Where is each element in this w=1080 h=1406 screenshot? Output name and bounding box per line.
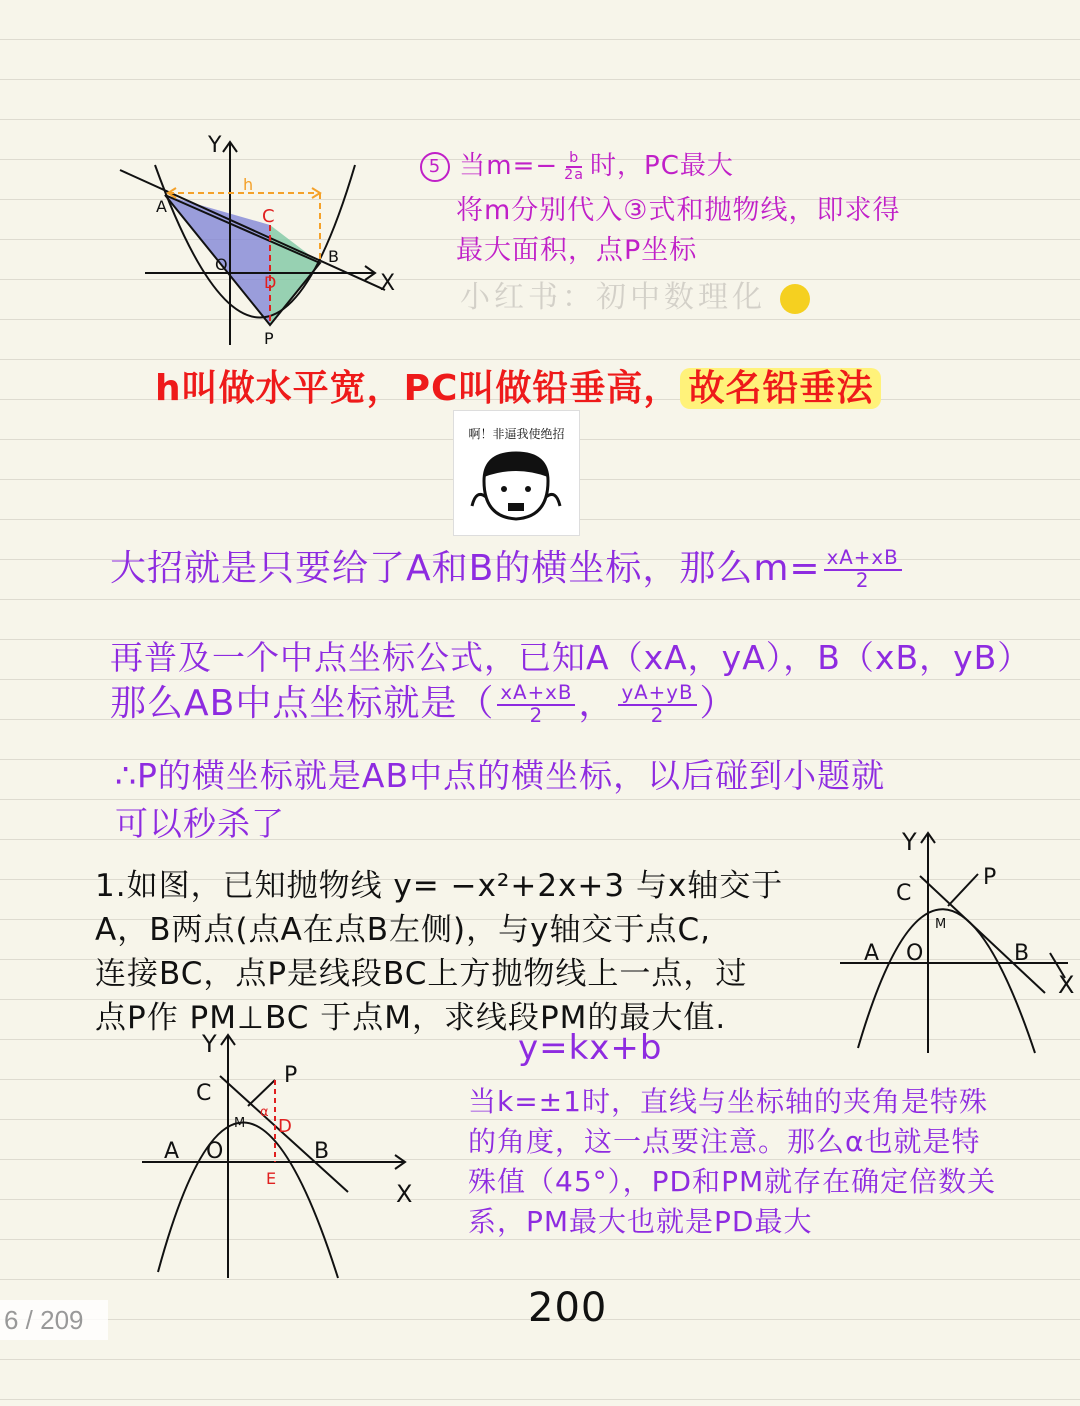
headline-highlight: 故名铅垂法 (680, 368, 881, 409)
fig1-label-b: B (328, 247, 339, 266)
fig1-label-h: h (243, 175, 254, 194)
fig3-label-m: M (234, 1116, 246, 1131)
fig2-label-y: Y (902, 828, 917, 856)
fig1-label-d: D (264, 273, 277, 292)
step5-frac-den: 2a (564, 166, 585, 183)
step5-line2: 将m分别代入③式和抛物线，即求得 (456, 195, 901, 226)
big-trick-text: 大招就是只要给了A和B的横坐标，那么m= (110, 548, 821, 589)
midpoint-suffix: ） (699, 683, 737, 724)
midpoint-prefix: 那么AB中点坐标就是（ (110, 683, 495, 724)
fig3-label-a: A (164, 1139, 180, 1164)
fig1-label-o: O (215, 255, 228, 274)
line-bc (920, 876, 1045, 993)
midpoint-line2 (110, 675, 737, 727)
fig2-label-p: P (983, 865, 997, 890)
page-indicator: 6 / 209 (0, 1300, 108, 1340)
midpoint-line1: 再普及一个中点坐标公式，已知A（xA，yA），B（xB，yB） (110, 638, 1032, 677)
step5-frac-num: b (566, 151, 582, 168)
big-trick-frac-num: xA+xB (824, 548, 902, 571)
problem-line1: 1.如图，已知抛物线 y= −x²+2x+3 与x轴交于 (95, 868, 784, 904)
fig2-label-b: B (1014, 941, 1030, 966)
fig1-label-y: Y (208, 133, 222, 158)
conclusion-line2: 可以秒杀了 (115, 804, 285, 843)
watermark-text: 小红书：初中数理化 (460, 280, 766, 315)
midpoint-x-fraction (497, 683, 575, 727)
fig3-label-c: C (196, 1081, 212, 1106)
midpoint-sep: ， (578, 683, 616, 724)
figure-problem-right (840, 828, 1080, 1058)
parabola (158, 1122, 338, 1278)
fig3-label-y: Y (202, 1030, 217, 1058)
segment-pm (248, 1080, 275, 1106)
step5-fraction (561, 151, 587, 183)
meme-face-icon (454, 411, 579, 535)
problem-line2: A，B两点(点A在点B左侧)，与y轴交于点C, (95, 912, 711, 948)
fig1-label-p: P (264, 329, 274, 348)
fig1-label-a: A (156, 197, 167, 216)
fig3-label-b: B (314, 1139, 330, 1164)
note-line4: 系，PM最大也就是PD最大 (468, 1205, 813, 1238)
midpoint-fy-num: yA+yB (618, 683, 696, 706)
fig2-label-m: M (935, 917, 947, 932)
problem-line3: 连接BC，点P是线段BC上方抛物线上一点，过 (95, 956, 748, 992)
figure-lead-vertical-method (110, 130, 410, 350)
headline-main: h叫做水平宽，PC叫做铅垂高， (155, 368, 681, 409)
watermark (460, 272, 810, 316)
midpoint-fx-den: 2 (529, 704, 544, 727)
fig2-label-o: O (906, 941, 924, 966)
big-trick-frac-den: 2 (855, 569, 870, 592)
step5-prefix: 当m=− (459, 151, 559, 181)
note-line3: 殊值（45°），PD和PM就存在确定倍数关 (468, 1165, 997, 1198)
headline (155, 360, 881, 411)
step5-line3: 最大面积，点P坐标 (456, 235, 698, 266)
fig2-label-a: A (864, 941, 880, 966)
line-equation: y=kx+b (518, 1028, 663, 1068)
fig1-label-x: X (380, 271, 396, 296)
note-line1: 当k=±1时，直线与坐标轴的夹角是特殊 (468, 1085, 988, 1118)
meme-sticker (453, 410, 580, 536)
fig3-label-alpha: α (260, 1105, 269, 1120)
fig2-label-x: X (1058, 971, 1075, 999)
meme-caption: 啊！非逼我使绝招 (468, 427, 565, 441)
fig3-label-p: P (284, 1063, 298, 1088)
fig3-label-x: X (396, 1180, 413, 1208)
fig1-label-c: C (262, 206, 275, 227)
fig3-label-e: E (266, 1169, 277, 1188)
problem-line4: 点P作 PM⊥BC 于点M，求线段PM的最大值. (95, 1000, 727, 1036)
big-trick-fraction (824, 548, 902, 592)
page-number: 200 (528, 1285, 608, 1331)
parabola (858, 909, 1035, 1053)
smiley-thumbs-up-icon (780, 284, 810, 314)
fig2-label-c: C (896, 881, 912, 906)
step-number-5: 5 (420, 152, 450, 182)
midpoint-y-fraction (618, 683, 696, 727)
step5-line1 (420, 145, 734, 183)
step5-suffix: 时，PC最大 (590, 151, 734, 181)
note-line2: 的角度，这一点要注意。那么α也就是特 (468, 1125, 981, 1158)
midpoint-fx-num: xA+xB (497, 683, 575, 706)
fig3-label-d: D (278, 1116, 292, 1137)
fig3-label-o: O (206, 1139, 224, 1164)
big-trick-line (110, 540, 905, 592)
conclusion-line1: ∴P的横坐标就是AB中点的横坐标，以后碰到小题就 (115, 756, 886, 795)
segment-pm (948, 874, 978, 906)
midpoint-fy-den: 2 (650, 704, 665, 727)
figure-problem-left (140, 1030, 430, 1280)
